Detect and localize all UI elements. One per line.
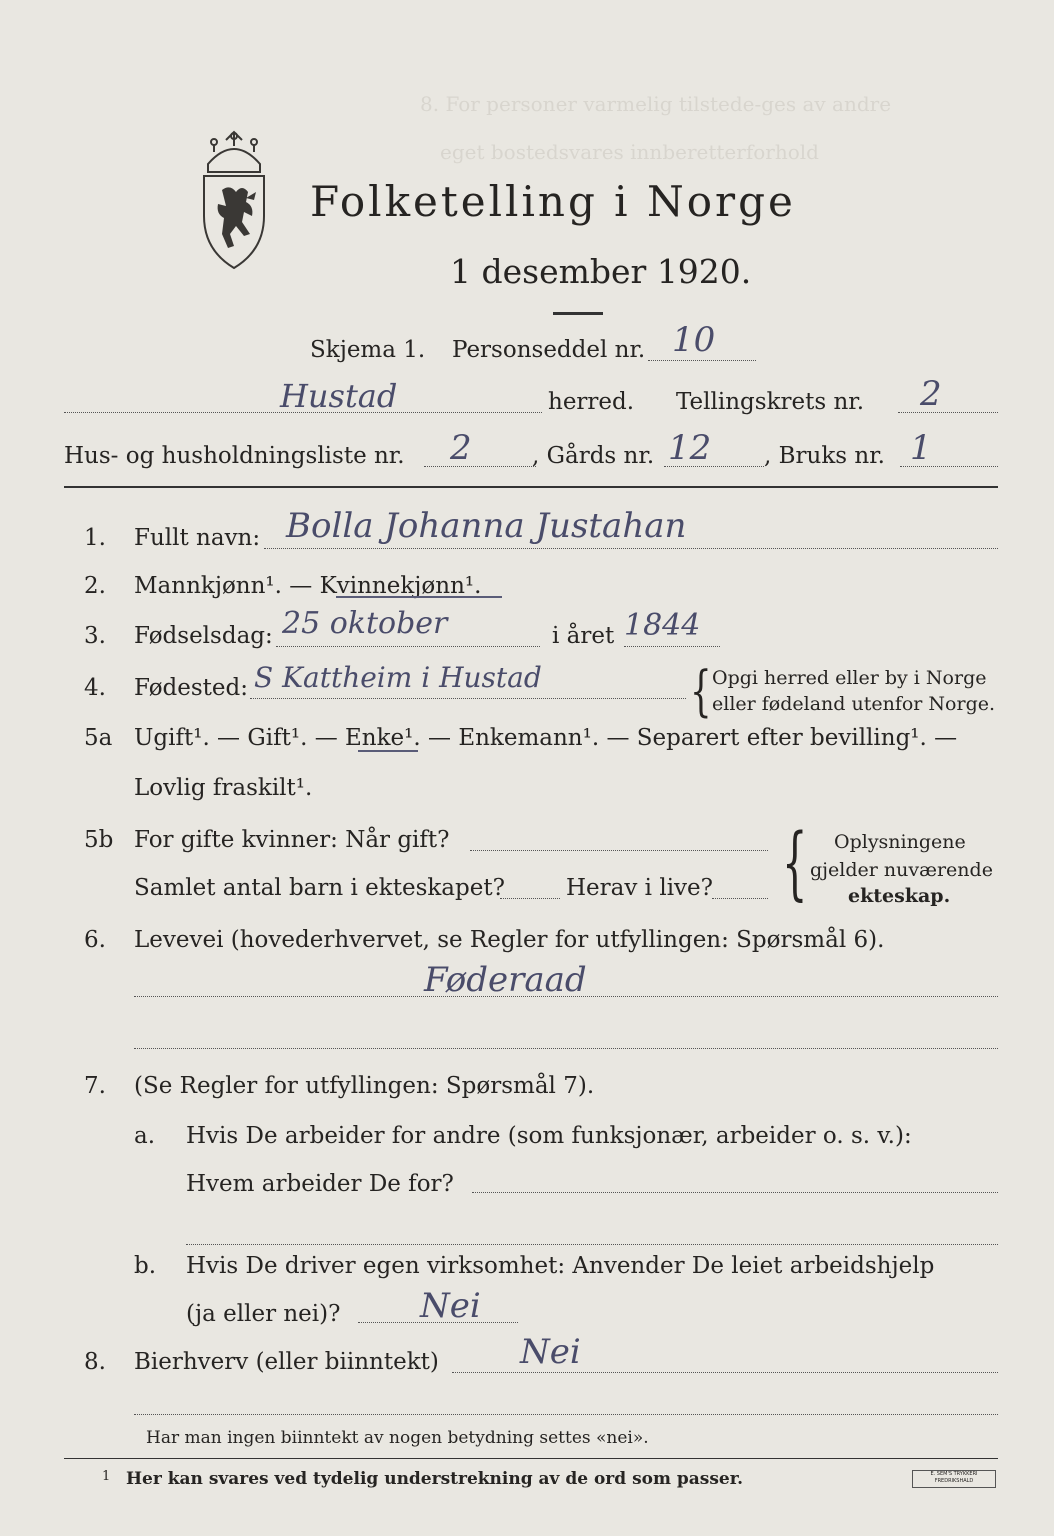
children-alive-line: [712, 898, 768, 899]
q5b-line1: For gifte kvinner: Når gift?: [134, 827, 450, 853]
birth-year-value[interactable]: 1844: [624, 608, 701, 643]
printer-stamp: E. SEM'S TRYKKERI FREDRIKSHALD: [912, 1470, 996, 1488]
bruks-label: , Bruks nr.: [764, 443, 885, 469]
q5b-alive-label: Herav i live?: [566, 875, 713, 901]
gender-options: Mannkjønn¹. — Kvinnekjønn¹.: [134, 573, 482, 599]
birthplace-value[interactable]: S Kattheim i Hustad: [254, 661, 542, 694]
title-divider: [553, 312, 603, 315]
q7b-line2: (ja eller nei)?: [186, 1301, 341, 1327]
personseddel-value[interactable]: 10: [672, 320, 716, 360]
employer-line1: [472, 1192, 998, 1193]
herred-value[interactable]: Hustad: [280, 377, 398, 415]
footnote-mark: 1: [102, 1469, 111, 1484]
marriage-date-line: [470, 850, 768, 851]
occupation-value[interactable]: Føderaad: [424, 960, 587, 1000]
document-date: 1 desember 1920.: [450, 252, 752, 291]
q1-line: [264, 548, 998, 549]
q7-number: 7.: [84, 1073, 106, 1099]
children-count-line: [500, 898, 560, 899]
marital-underline-mark: [358, 750, 418, 752]
side-income-line1: [452, 1372, 998, 1373]
q4-note-line2: eller fødeland utenfor Norge.: [712, 693, 996, 715]
marital-options: Ugift¹. — Gift¹. — Enke¹. — Enkemann¹. — Separert efter bevilling¹. —: [134, 725, 958, 751]
q5b-note-line1: Oplysningene: [834, 831, 966, 853]
q3-line: [276, 646, 540, 647]
year-label: i året: [552, 623, 615, 649]
side-income-value[interactable]: Nei: [520, 1332, 581, 1372]
year-line: [624, 646, 720, 647]
q7a-line1: Hvis De arbeider for andre (som funksjonær, arbeider o. s. v.):: [186, 1123, 912, 1149]
q1-label: Fullt navn:: [134, 525, 261, 551]
gards-label: , Gårds nr.: [532, 443, 655, 469]
gender-underline-mark: [336, 596, 502, 598]
footer-rule: [64, 1458, 998, 1459]
tellingskrets-label: Tellingskrets nr.: [676, 389, 865, 415]
personseddel-line: [648, 360, 756, 361]
q7b-letter: b.: [134, 1253, 157, 1279]
bruks-value[interactable]: 1: [910, 428, 932, 468]
marital-options-line2: Lovlig fraskilt¹.: [134, 775, 313, 801]
q4-line: [250, 698, 686, 699]
hus-value[interactable]: 2: [450, 428, 472, 468]
q6-number: 6.: [84, 927, 106, 953]
gards-value[interactable]: 12: [668, 428, 712, 468]
q7b-line1: Hvis De driver egen virksomhet: Anvender De leiet arbeidshjelp: [186, 1253, 935, 1279]
q7-label: (Se Regler for utfyllingen: Spørsmål 7).: [134, 1073, 595, 1099]
footer-note: Har man ingen biinntekt av nogen betydning settes «nei».: [146, 1428, 649, 1448]
hired-help-value[interactable]: Nei: [420, 1286, 481, 1326]
q8-label: Bierhverv (eller biinntekt): [134, 1349, 439, 1375]
footnote-text: Her kan svares ved tydelig understrekning av de ord som passer.: [126, 1469, 744, 1489]
q4-brace: {: [690, 660, 712, 724]
header-rule: [64, 486, 998, 488]
occupation-line1: [134, 996, 998, 997]
coat-of-arms-icon: [186, 128, 282, 278]
schema-label: Skjema 1.: [310, 337, 426, 363]
q3-label: Fødselsdag:: [134, 623, 273, 649]
q8-number: 8.: [84, 1349, 106, 1375]
q4-number: 4.: [84, 675, 106, 701]
q6-label: Levevei (hovederhvervet, se Regler for utfyllingen: Spørsmål 6).: [134, 927, 885, 953]
hus-line: [424, 466, 536, 467]
tellingskrets-value[interactable]: 2: [920, 374, 942, 414]
q3-number: 3.: [84, 623, 106, 649]
birthday-value[interactable]: 25 oktober: [282, 606, 448, 641]
q2-number: 2.: [84, 573, 106, 599]
q4-label: Fødested:: [134, 675, 249, 701]
bleed-through-text: 8. For personer varmelig tilstede-ges av andre: [420, 92, 892, 116]
q5b-children-label: Samlet antal barn i ekteskapet?: [134, 875, 505, 901]
employer-line2: [186, 1244, 998, 1245]
q5b-note-line2: gjelder nuværende: [810, 859, 993, 881]
q5b-brace: {: [782, 818, 808, 910]
q7a-line2: Hvem arbeider De for?: [186, 1171, 454, 1197]
side-income-line2: [134, 1414, 998, 1415]
hus-label: Hus- og husholdningsliste nr.: [64, 443, 405, 469]
personseddel-label: Personseddel nr.: [452, 337, 646, 363]
document-title: Folketelling i Norge: [310, 177, 796, 226]
q5b-number: 5b: [84, 827, 114, 853]
q5b-note-line3: ekteskap.: [848, 885, 951, 907]
occupation-line2: [134, 1048, 998, 1049]
q5a-number: 5a: [84, 725, 113, 751]
q1-number: 1.: [84, 525, 106, 551]
full-name-value[interactable]: Bolla Johanna Justahan: [286, 506, 687, 546]
herred-label: herred.: [548, 389, 635, 415]
tellingskrets-line: [898, 412, 998, 413]
q7a-letter: a.: [134, 1123, 156, 1149]
bleed-through-text: eget bostedsvares innberetterforhold: [440, 140, 819, 164]
q4-note-line1: Opgi herred eller by i Norge: [712, 667, 987, 689]
